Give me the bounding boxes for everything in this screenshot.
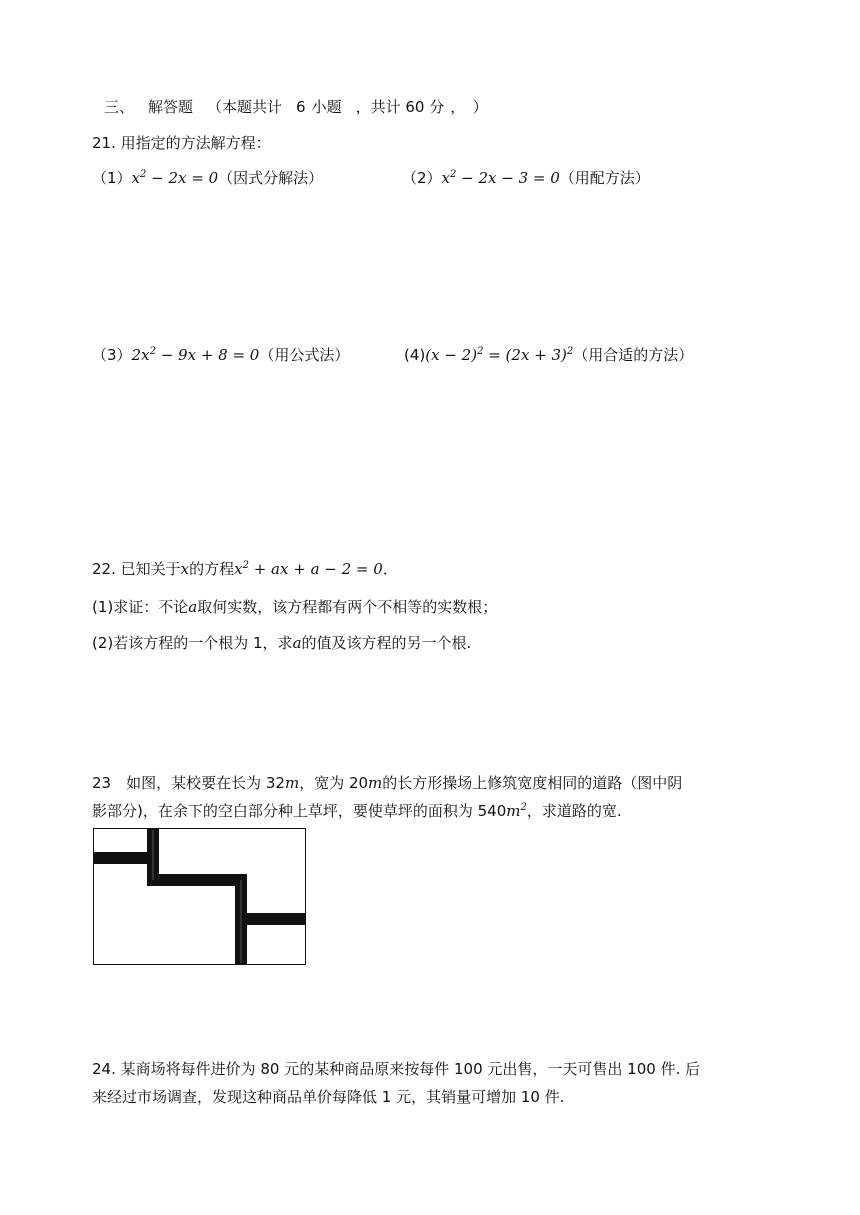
q23-line2-b: ，求道路的宽.	[526, 802, 622, 820]
q22-variable-a: a	[188, 598, 198, 616]
q22-stem-mid: 的方程	[189, 560, 235, 578]
q21-p3-equation: $2x^2 - 9x + 8 = 0$	[131, 346, 260, 364]
section-note-total: ，共计 60 分	[355, 98, 445, 116]
q21-stem-text: 21. 用指定的方法解方程：	[92, 134, 271, 152]
field-boundary	[94, 829, 306, 965]
q21-part4	[404, 344, 693, 366]
section-note-open: （本题共计	[207, 98, 283, 116]
road-middle-horizontal	[147, 874, 247, 886]
q21-p3-method: （用公式法）	[259, 346, 350, 364]
section-header	[104, 96, 488, 118]
q21-stem	[92, 132, 271, 154]
q24-line2	[92, 1086, 564, 1108]
q23-line1-b: ，宽为 20	[299, 774, 369, 792]
road-bottom-right-horizontal	[235, 913, 306, 925]
section-number: 三、	[104, 98, 135, 116]
section-count: 6	[296, 98, 306, 116]
q21-p4-label: (4)	[404, 346, 426, 364]
q21-part2	[402, 167, 650, 189]
q22-part1-a: (1)求证：不论	[92, 598, 189, 616]
q22-part1-b: 取何实数，该方程都有两个不相等的实数根；	[197, 598, 498, 616]
q22-variable-a-2: a	[292, 634, 302, 652]
q22-stem	[92, 558, 398, 580]
q22-part2-a: (2)若该方程的一个根为 1，求	[92, 634, 293, 652]
q24-line1-text: 24. 某商场将每件进价为 80 元的某种商品原来按每件 100 元出售，一天可售出 100 件. 后	[92, 1060, 701, 1078]
q23-line1-c: 的长方形操场上修筑宽度相同的道路（图中阴	[382, 774, 683, 792]
q24-line2-text: 来经过市场调查，发现这种商品单价每降低 1 元，其销量可增加 10 件.	[92, 1088, 565, 1106]
q23-line2	[92, 800, 622, 822]
road-top-left-horizontal	[94, 852, 152, 864]
section-note-unit: 小题	[311, 98, 342, 116]
q22-part2	[92, 632, 471, 654]
q22-equation: $x^2$ + ax + a − 2 = 0	[234, 560, 383, 578]
q21-p1-equation: $x^2 - 2x = 0$	[131, 169, 219, 187]
q22-part1	[92, 596, 497, 618]
q22-variable-x: x	[180, 560, 190, 578]
q21-p2-method: （用配方法）	[559, 169, 650, 187]
section-note-close: ， ）	[450, 98, 488, 116]
q21-p3-label: （3）	[92, 346, 132, 364]
q23-unit-m-2: m	[368, 774, 383, 792]
q22-part2-b: 的值及该方程的另一个根.	[301, 634, 472, 652]
q23-field-figure	[93, 828, 307, 966]
q21-p2-label: （2）	[402, 169, 442, 187]
q23-line1	[92, 772, 682, 794]
section-title: 解答题	[148, 98, 194, 116]
q23-line1-a: 23 如图，某校要在长为 32	[92, 774, 285, 792]
q22-stem-end: ．	[382, 560, 398, 578]
q21-p2-equation: $x^2 - 2x - 3 = 0$	[441, 169, 560, 187]
q23-unit-m2: $m^2$	[506, 802, 527, 820]
q24-line1	[92, 1058, 700, 1080]
q21-part3	[92, 344, 349, 366]
q22-stem-prefix: 22. 已知关于	[92, 560, 181, 578]
q21-part1	[92, 167, 323, 189]
q21-p4-equation: $(x - 2)^2 = (2x + 3)^2$	[425, 346, 574, 364]
q21-p4-method: （用合适的方法）	[573, 346, 694, 364]
q21-p1-label: （1）	[92, 169, 132, 187]
q21-p1-method: （因式分解法）	[218, 169, 324, 187]
q23-line2-a: 影部分)，在余下的空白部分种上草坪，要使草坪的面积为 540	[92, 802, 507, 820]
q23-unit-m: m	[284, 774, 300, 792]
